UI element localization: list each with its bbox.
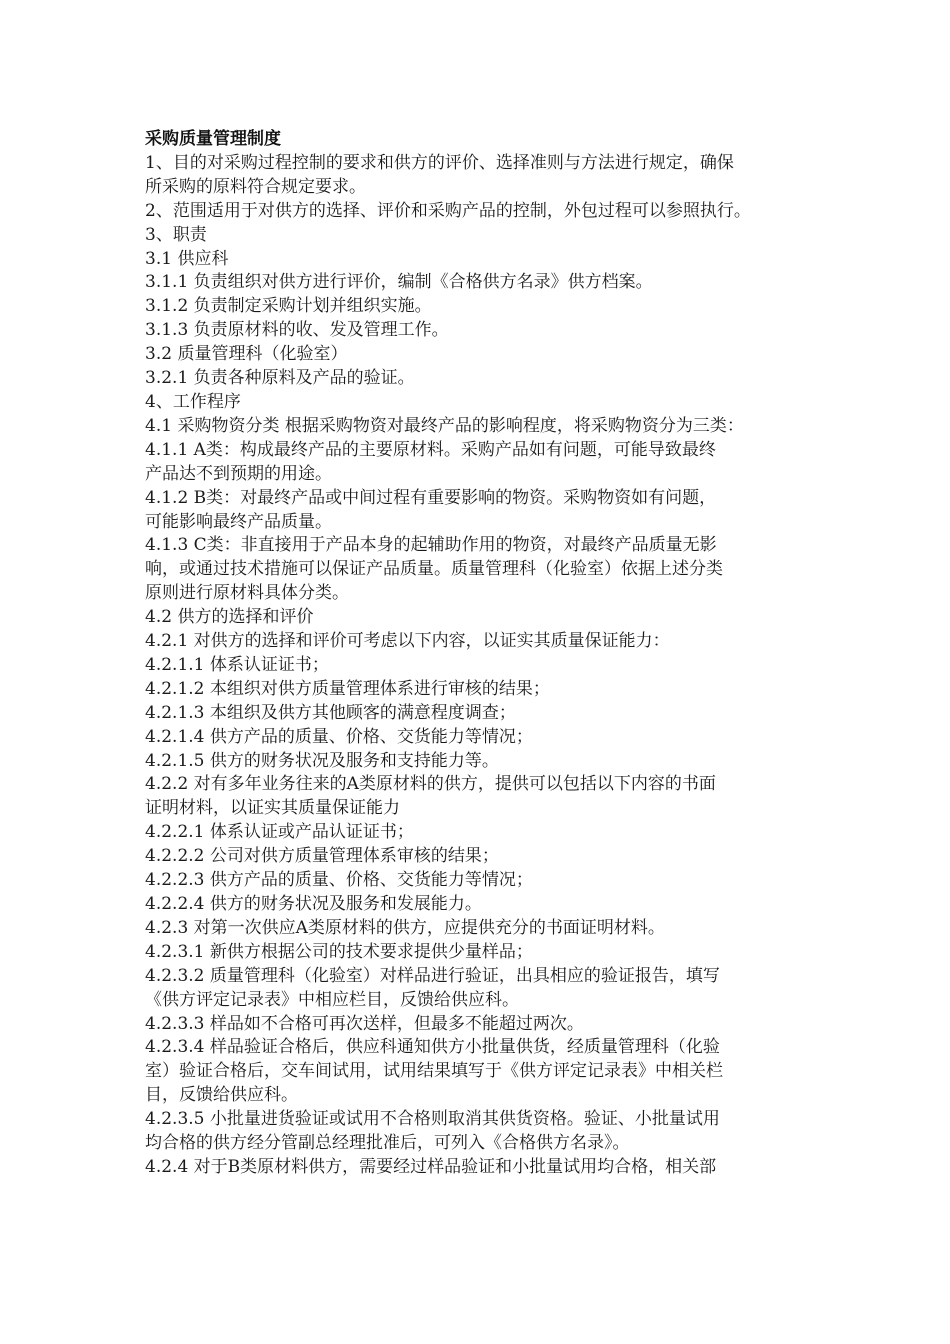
document-line: 产品达不到预期的用途。 (145, 463, 332, 484)
document-line: 4.2.1 对供方的选择和评价可考虑以下内容，以证实其质量保证能力： (145, 631, 670, 652)
document-line: 4.2.2.4 供方的财务状况及服务和发展能力。 (145, 894, 482, 914)
document-line: 4.2.4 对于B类原材料供方，需要经过样品验证和小批量试用均合格，相关部 (145, 1156, 717, 1177)
document-line: 均合格的供方经分管副总经理批准后，可列入《合格供方名录》。 (145, 1133, 630, 1154)
document-line: 4.2.1.5 供方的财务状况及服务和支持能力等。 (145, 750, 499, 771)
document-line: 所采购的原料符合规定要求。 (145, 176, 366, 197)
document-line: 4.2.1.3 本组织及供方其他顾客的满意程度调查； (145, 702, 516, 723)
document-line: 4.2.3.1 新供方根据公司的技术要求提供少量样品； (145, 941, 533, 962)
document-line: 4.2.1.2 本组织对供方质量管理体系进行审核的结果； (145, 678, 550, 699)
document-line: 《供方评定记录表》中相应栏目，反馈给供应科。 (145, 989, 519, 1010)
document-line: 1、目的对采购过程控制的要求和供方的评价、选择准则与方法进行规定，确保 (145, 152, 734, 173)
document-line: 4.2.2.2 公司对供方质量管理体系审核的结果； (145, 846, 499, 867)
document-line: 4.1 采购物资分类 根据采购物资对最终产品的影响程度，将采购物资分为三类： (145, 415, 744, 436)
document-line: 3.1 供应科 (145, 248, 229, 269)
document-line: 证明材料，以证实其质量保证能力 (145, 798, 400, 819)
document-line: 响，或通过技术措施可以保证产品质量。质量管理科（化验室）依据上述分类 (145, 559, 723, 580)
document-line: 4.1.2 B类：对最终产品或中间过程有重要影响的物资。采购物资如有问题， (145, 487, 717, 508)
document-line: 4.2.3.2 质量管理科（化验室）对样品进行验证，出具相应的验证报告，填写 (145, 965, 720, 986)
document-line: 室）验证合格后，交车间试用，试用结果填写于《供方评定记录表》中相关栏 (145, 1061, 723, 1082)
document-line: 4.2.1.4 供方产品的质量、价格、交货能力等情况； (145, 726, 533, 747)
document-line: 3.1.1 负责组织对供方进行评价，编制《合格供方名录》供方档案。 (145, 272, 653, 293)
document-body (145, 128, 825, 1180)
document-line: 3.1.2 负责制定采购计划并组织实施。 (145, 296, 432, 317)
document-line: 目，反馈给供应科。 (145, 1085, 298, 1106)
document-line: 3.2.1 负责各种原料及产品的验证。 (145, 368, 415, 389)
document-title: 采购质量管理制度 (145, 129, 281, 149)
document-line: 4、工作程序 (145, 391, 241, 412)
document-line: 3.2 质量管理科（化验室） (145, 344, 348, 365)
document-line: 4.2.2 对有多年业务往来的A类原材料的供方，提供可以包括以下内容的书面 (145, 774, 716, 795)
document-line: 4.2.3.5 小批量进货验证或试用不合格则取消其供货资格。验证、小批量试用 (145, 1109, 720, 1130)
document-line: 3、职责 (145, 224, 207, 245)
document-line: 原则进行原材料具体分类。 (145, 583, 349, 604)
document-line: 4.2.3.4 样品验证合格后，供应科通知供方小批量供货，经质量管理科（化验 (145, 1037, 720, 1058)
document-line: 4.2.3 对第一次供应A类原材料的供方，应提供充分的书面证明材料。 (145, 917, 665, 938)
document-line: 2、范围适用于对供方的选择、评价和采购产品的控制，外包过程可以参照执行。 (145, 200, 751, 221)
document-line: 4.2.2.1 体系认证或产品认证证书； (145, 822, 414, 843)
document-line: 4.2 供方的选择和评价 (145, 607, 314, 628)
document-line: 可能影响最终产品质量。 (145, 511, 332, 532)
document-line: 4.2.1.1 体系认证证书； (145, 654, 329, 675)
document-line: 4.2.3.3 样品如不合格可再次送样，但最多不能超过两次。 (145, 1013, 584, 1034)
document-line: 4.1.1 A类：构成最终产品的主要原材料。采购产品如有问题，可能导致最终 (145, 439, 716, 460)
document-line: 4.2.2.3 供方产品的质量、价格、交货能力等情况； (145, 870, 533, 891)
document-line: 3.1.3 负责原材料的收、发及管理工作。 (145, 320, 449, 341)
document-line: 4.1.3 C类：非直接用于产品本身的起辅助作用的物资，对最终产品质量无影 (145, 535, 717, 556)
